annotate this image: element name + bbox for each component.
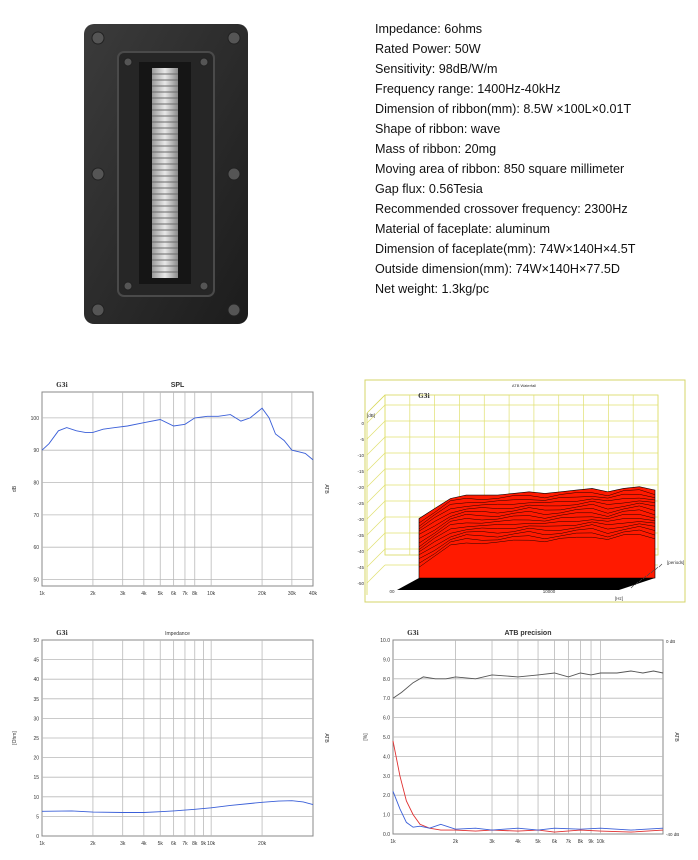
x-tick-label: 2k — [90, 591, 96, 597]
y-tick-label: 90 — [33, 448, 39, 455]
y-tick-label: 8.0 — [383, 676, 390, 683]
spec-item: Sensitivity: 98dB/W/m — [375, 62, 498, 76]
spec-item: Outside dimension(mm): 74W×140H×77.5D — [375, 262, 620, 276]
y-tick-label: -20 — [357, 485, 364, 490]
spec-item: Recommended crossover frequency: 2300Hz — [375, 202, 628, 216]
y-tick-label: 0 — [36, 834, 39, 840]
x-tick-label: 3k — [489, 839, 495, 845]
right-axis-label: ATB — [323, 484, 329, 494]
y-tick-label: 7.0 — [383, 696, 390, 703]
spec-item: Shape of ribbon: wave — [375, 122, 501, 136]
x-tick-label: 10000 — [542, 589, 556, 594]
screw — [92, 32, 104, 44]
x-tick-label: 3k — [120, 591, 126, 597]
x-tick-label: 5k — [157, 841, 163, 847]
y-tick-label: 5.0 — [383, 735, 390, 741]
x-tick-label: 8k — [192, 591, 198, 597]
screw — [124, 282, 132, 290]
chart-tag: G3i — [56, 630, 68, 637]
x-tick-label: 7k — [182, 841, 188, 847]
waterfall-chart — [349, 378, 698, 610]
z-axis-label: [periods] — [667, 560, 685, 565]
y-tick-label: 25 — [33, 736, 39, 742]
y-tick-label: 50 — [33, 638, 39, 644]
ribbon-tweeter-photo — [84, 24, 248, 324]
x-tick-label: 4k — [141, 591, 147, 597]
y-tick-label: 2.0 — [383, 793, 390, 800]
ribbon — [152, 68, 178, 278]
screw — [228, 32, 240, 44]
x-tick-label: 30k — [287, 591, 296, 597]
x-tick-label: 10k — [207, 841, 216, 847]
x-tick-label: 5k — [535, 839, 541, 845]
x-tick-label: 1k — [39, 841, 45, 847]
y-tick-label: 100 — [30, 415, 39, 422]
chart-tag: G3i — [418, 393, 430, 400]
chart-title: Impedance — [165, 631, 190, 637]
y-axis-label: [Ohm] — [12, 731, 18, 745]
right-axis-label: ATB — [673, 732, 679, 742]
x-tick-label: 9k — [200, 841, 207, 847]
spl-chart — [0, 378, 349, 610]
screw — [92, 168, 104, 180]
y-tick-label: 15 — [33, 775, 39, 782]
impedance-chart — [0, 628, 349, 860]
y-tick-label: 50 — [33, 577, 39, 584]
x-tick-label: 10k — [207, 591, 216, 597]
spec-item: Rated Power: 50W — [375, 42, 481, 56]
y-tick-label: 30 — [33, 716, 39, 723]
spec-item: Dimension of faceplate(mm): 74W×140H×4.5T — [375, 242, 636, 256]
x-tick-label: 9k — [588, 839, 594, 845]
x-tick-label: 3k — [120, 841, 126, 847]
y-tick-label: 6.0 — [383, 715, 390, 722]
right-axis-label: ATB — [323, 733, 329, 743]
x-tick-label: 2k — [452, 839, 459, 845]
x-axis-label: [Hz] — [614, 596, 624, 601]
y-tick-label: 9.0 — [383, 657, 390, 664]
y-tick-label: 40 — [33, 677, 39, 684]
y-tick-label: 1.0 — [383, 812, 390, 819]
spec-item: Mass of ribbon: 20mg — [375, 142, 497, 156]
y-tick-label: -35 — [357, 533, 364, 538]
x-tick-label: 1k — [390, 839, 396, 845]
x-tick-label: 4k — [141, 841, 147, 847]
y-tick-label: 4.0 — [383, 754, 390, 761]
right-tick-label: -40 dB — [666, 832, 680, 837]
y-tick-label: 80 — [33, 480, 39, 487]
y-tick-label: 10.0 — [380, 638, 390, 644]
y-tick-label: -5 — [359, 437, 364, 442]
spec-item: Frequency range: 1400Hz-40kHz — [375, 82, 561, 96]
x-tick-label: 20k — [258, 591, 267, 597]
x-tick-label: 10k — [596, 839, 605, 845]
x-tick-label: 7k — [182, 591, 188, 597]
screw — [200, 58, 208, 66]
y-tick-label: 3.0 — [383, 773, 390, 780]
y-tick-label: 10 — [33, 794, 39, 801]
y-tick-label: -25 — [357, 501, 364, 506]
y-tick-label: 35 — [33, 696, 39, 703]
precision-chart-panel — [349, 628, 698, 860]
x-tick-label: 8k — [577, 839, 584, 845]
screw — [228, 168, 240, 180]
spec-item: Moving area of ribbon: 850 square millimeter — [375, 162, 625, 176]
x-tick-label: 00 — [389, 589, 395, 594]
x-tick-label: 4k — [515, 839, 521, 845]
spec-item: Net weight: 1.3kg/pc — [375, 282, 490, 296]
y-axis-label: [dB] — [366, 413, 376, 418]
spec-item: Gap flux: 0.56Tesia — [375, 182, 483, 196]
x-tick-label: 6k — [551, 839, 558, 845]
spec-list — [375, 19, 635, 299]
x-tick-label: 20k — [258, 841, 267, 847]
chart-title: ATB precision — [504, 630, 552, 637]
y-tick-label: -50 — [357, 581, 364, 586]
spl-chart-panel — [0, 378, 349, 610]
right-tick-label: 0 dB — [666, 639, 676, 644]
y-axis-label: dB — [12, 485, 18, 493]
plot-area — [42, 392, 313, 586]
chart-title: SPL — [170, 382, 185, 389]
waterfall-chart-panel — [349, 378, 698, 610]
y-tick-label: -10 — [357, 453, 364, 458]
y-tick-label: -45 — [357, 565, 364, 570]
y-tick-label: 70 — [33, 512, 39, 519]
screw — [92, 304, 104, 316]
x-tick-label: 6k — [170, 841, 177, 847]
y-axis-label: [%] — [363, 733, 369, 741]
y-tick-label: 0.0 — [383, 832, 390, 838]
chart-tag: G3i — [56, 382, 68, 389]
precision-chart — [349, 628, 698, 860]
impedance-chart-panel — [0, 628, 349, 860]
chart-tag: G3i — [407, 630, 419, 637]
x-tick-label: 5k — [157, 591, 163, 597]
y-tick-label: 5 — [36, 814, 39, 821]
y-tick-label: 20 — [33, 755, 39, 762]
x-tick-label: 1k — [39, 591, 45, 597]
x-tick-label: 2k — [90, 841, 96, 847]
chart-title: ATB Waterfall — [511, 383, 537, 388]
screw — [124, 58, 132, 66]
x-tick-label: 6k — [170, 591, 177, 597]
y-tick-label: -30 — [357, 517, 364, 522]
screw — [200, 282, 208, 290]
x-tick-label: 8k — [192, 841, 198, 847]
y-tick-label: -40 — [357, 549, 364, 554]
y-tick-label: 60 — [33, 545, 39, 552]
spec-item: Dimension of ribbon(mm): 8.5W ×100L×0.01T — [375, 102, 632, 116]
x-tick-label: 7k — [565, 839, 572, 845]
spec-item: Material of faceplate: aluminum — [375, 222, 550, 236]
screw — [228, 304, 240, 316]
y-tick-label: 0 — [361, 421, 364, 426]
spec-item: Impedance: 6ohms — [375, 22, 483, 36]
y-tick-label: -15 — [357, 469, 364, 474]
waterfall-floor — [397, 578, 655, 590]
x-tick-label: 40k — [308, 591, 318, 597]
y-tick-label: 45 — [33, 657, 39, 664]
